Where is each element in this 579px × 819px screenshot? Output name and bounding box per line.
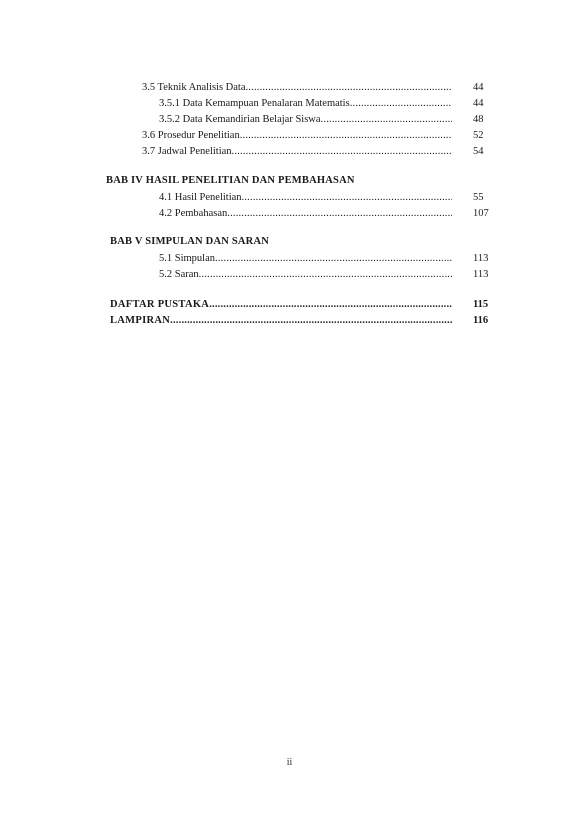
toc-entry-4-1 bbox=[0, 190, 579, 206]
toc-chapter-5-title: BAB V SIMPULAN DAN SARAN bbox=[110, 236, 270, 247]
toc-leader-dots bbox=[242, 190, 452, 206]
toc-leader-dots bbox=[321, 112, 452, 128]
toc-entry-label: DAFTAR PUSTAKA bbox=[110, 299, 210, 310]
toc-entry-page: 116 bbox=[473, 315, 489, 326]
toc-entry-label: 3.5.1 Data Kemampuan Penalaran Matematis bbox=[159, 98, 350, 109]
toc-leader-dots bbox=[215, 251, 452, 267]
page-number: ii bbox=[286, 757, 293, 768]
toc-entry-page: 44 bbox=[473, 98, 484, 109]
toc-entry-label: 5.1 Simpulan bbox=[159, 253, 216, 264]
toc-entry-label: 5.2 Saran bbox=[159, 269, 199, 280]
toc-leader-dots bbox=[350, 96, 452, 112]
toc-leader-dots bbox=[199, 267, 452, 283]
toc-entry-page: 52 bbox=[473, 130, 484, 141]
toc-entry-3-5 bbox=[0, 80, 579, 96]
toc-entry-3-7 bbox=[0, 144, 579, 160]
toc-entry-page: 115 bbox=[473, 299, 489, 310]
toc-entry-label: 4.1 Hasil Penelitian bbox=[159, 192, 242, 203]
toc-entry-daftar-pustaka bbox=[0, 297, 579, 313]
toc-entry-page: 113 bbox=[473, 253, 489, 264]
toc-entry-label: LAMPIRAN bbox=[110, 315, 171, 326]
toc-entry-page: 48 bbox=[473, 114, 484, 125]
toc-chapter-4-title: BAB IV HASIL PENELITIAN DAN PEMBAHASAN bbox=[106, 175, 355, 186]
toc-entry-3-6 bbox=[0, 128, 579, 144]
toc-entry-page: 44 bbox=[473, 82, 484, 93]
toc-leader-dots bbox=[170, 313, 452, 329]
toc-entry-label: 3.6 Prosedur Penelitian bbox=[142, 130, 240, 141]
toc-leader-dots bbox=[240, 128, 452, 144]
toc-entry-page: 55 bbox=[473, 192, 484, 203]
toc-entry-3-5-1 bbox=[0, 96, 579, 112]
toc-entry-page: 107 bbox=[473, 208, 489, 219]
toc-entry-3-5-2 bbox=[0, 112, 579, 128]
toc-entry-page: 113 bbox=[473, 269, 489, 280]
toc-entry-label: 3.5.2 Data Kemandirian Belajar Siswa bbox=[159, 114, 321, 125]
toc-entry-lampiran bbox=[0, 313, 579, 329]
toc-entry-label: 3.5 Teknik Analisis Data bbox=[142, 82, 246, 93]
toc-leader-dots bbox=[209, 297, 452, 313]
toc-entry-5-2 bbox=[0, 267, 579, 283]
toc-entry-5-1 bbox=[0, 251, 579, 267]
toc-leader-dots bbox=[245, 80, 452, 96]
toc-entry-4-2 bbox=[0, 206, 579, 222]
toc-entry-label: 3.7 Jadwal Penelitian bbox=[142, 146, 232, 157]
toc-leader-dots bbox=[232, 144, 452, 160]
toc-entry-label: 4.2 Pembahasan bbox=[159, 208, 228, 219]
toc-leader-dots bbox=[227, 206, 452, 222]
toc-entry-page: 54 bbox=[473, 146, 484, 157]
